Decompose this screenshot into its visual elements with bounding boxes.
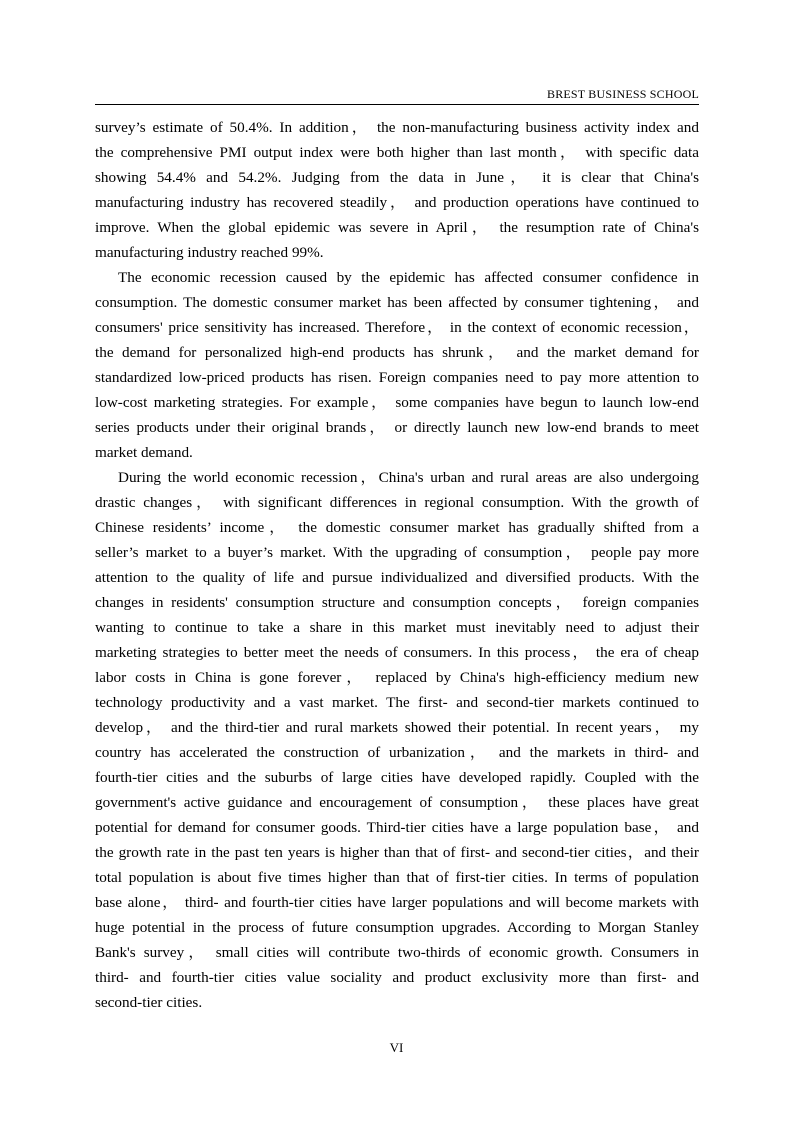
text-line: the demand for personalized high-end products has shrunk， and the market demand for	[95, 344, 699, 361]
text-line: potential for demand for consumer goods. Third-tier cities have a large population base， and	[95, 819, 699, 836]
text-line: third- and fourth-tier cities value sociality and product exclusivity more than first- and	[95, 969, 699, 986]
paragraph	[95, 115, 699, 265]
text-line: consumption. The domestic consumer market has been affected by consumer tightening， and	[95, 294, 699, 311]
text-line: develop， and the third-tier and rural markets showed their potential. In recent years， my	[95, 719, 699, 736]
text-line: labor costs in China is gone forever， replaced by China's high-efficiency medium new	[95, 669, 699, 686]
text-line: During the world economic recession，China's urban and rural areas are also undergoing	[118, 469, 699, 486]
text-line: Bank's survey， small cities will contribute two-thirds of economic growth. Consumers in	[95, 944, 699, 961]
header-title: BREST BUSINESS SCHOOL	[546, 87, 699, 101]
paragraph	[95, 265, 699, 465]
text-line: Chinese residents’ income， the domestic consumer market has gradually shifted from a	[95, 519, 699, 536]
text-line: the comprehensive PMI output index were both higher than last month， with specific data	[95, 144, 699, 161]
text-line: showing 54.4% and 54.2%. Judging from the data in June， it is clear that China's	[95, 169, 699, 186]
text-line: the growth rate in the past ten years is higher than that of first- and second-tier cities，and their	[95, 844, 699, 861]
text-line: standardized low-priced products has risen. Foreign companies need to pay more attention to	[95, 369, 699, 386]
text-line: consumers' price sensitivity has increased. Therefore， in the context of economic recession，	[95, 319, 699, 336]
text-line: total population is about five times higher than that of first-tier cities. In terms of population	[95, 869, 699, 886]
text-line: second-tier cities.	[95, 994, 203, 1011]
text-line: drastic changes， with significant differences in regional consumption. With the growth of	[95, 494, 699, 511]
text-line: government's active guidance and encouragement of consumption， these places have great	[95, 794, 699, 811]
text-line: market demand.	[95, 444, 193, 461]
text-line: changes in residents' consumption structure and consumption concepts， foreign companies	[95, 594, 699, 611]
text-line: seller’s market to a buyer’s market. With the upgrading of consumption， people pay more	[95, 544, 699, 561]
text-line: The economic recession caused by the epidemic has affected consumer confidence in	[118, 269, 699, 286]
body-text	[95, 115, 699, 1015]
page-number: VI	[389, 1040, 404, 1055]
text-line: base alone， third- and fourth-tier cities have larger populations and will become markets with	[95, 894, 699, 911]
text-line: attention to the quality of life and pursue individualized and diversified products. With the	[95, 569, 699, 586]
text-line: improve. When the global epidemic was severe in April， the resumption rate of China's	[95, 219, 699, 236]
text-line: country has accelerated the construction of urbanization， and the markets in third- and	[95, 744, 699, 761]
text-line: huge potential in the process of future consumption upgrades. According to Morgan Stanley	[95, 919, 699, 936]
text-line: survey’s estimate of 50.4%. In addition， the non-manufacturing business activity index and	[95, 119, 699, 136]
text-line: technology productivity and a vast market. The first- and second-tier markets continued to	[95, 694, 699, 711]
text-line: manufacturing industry has recovered steadily， and production operations have continued to	[95, 194, 699, 211]
text-line: series products under their original brands， or directly launch new low-end brands to meet	[95, 419, 699, 436]
text-line: marketing strategies to better meet the needs of consumers. In this process， the era of cheap	[95, 644, 699, 661]
text-line: wanting to continue to take a share in this market must inevitably need to adjust their	[95, 619, 699, 636]
text-line: fourth-tier cities and the suburbs of large cities have developed rapidly. Coupled with the	[95, 769, 699, 786]
paragraph	[95, 465, 699, 1015]
text-line: low-cost marketing strategies. For example， some companies have begun to launch low-end	[95, 394, 699, 411]
page-header	[95, 86, 699, 105]
text-line: manufacturing industry reached 99%.	[95, 244, 324, 261]
